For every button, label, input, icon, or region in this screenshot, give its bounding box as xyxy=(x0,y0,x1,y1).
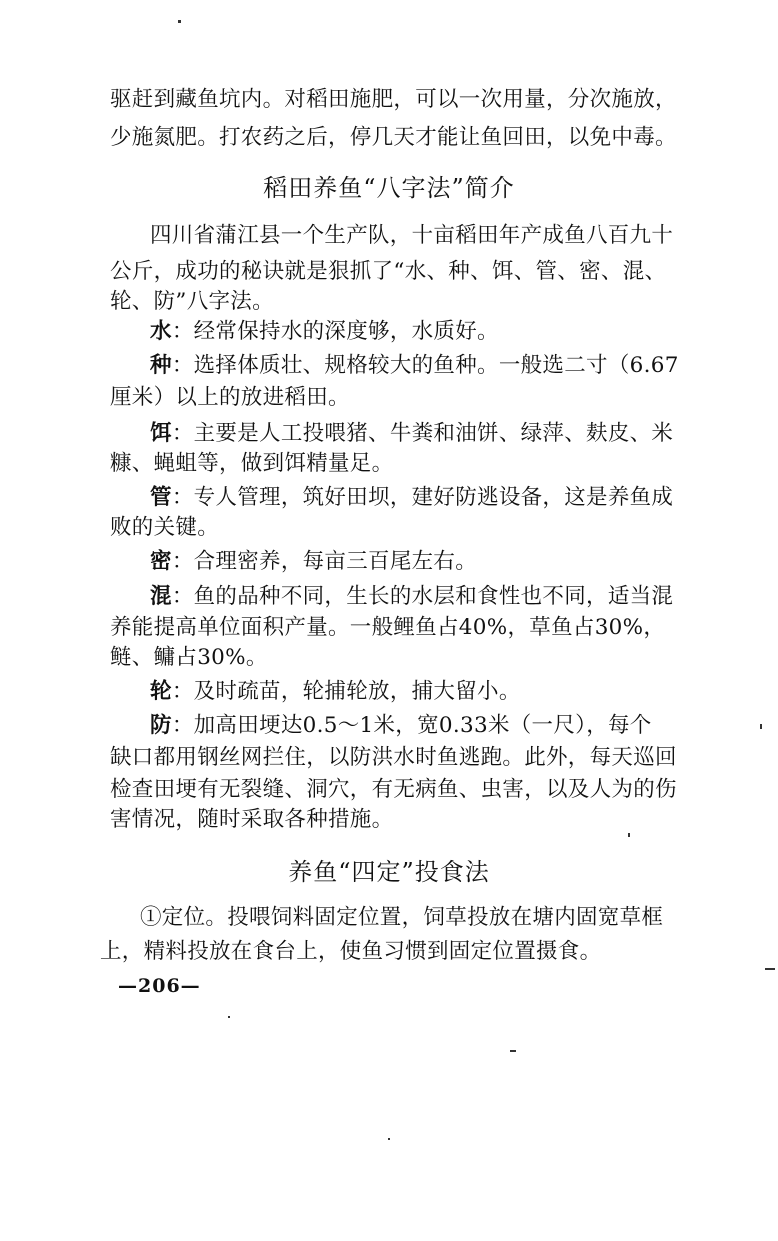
item-density: 密：合理密养，每亩三百尾左右。 xyxy=(150,549,478,574)
page-number: —206— xyxy=(118,975,201,997)
item-key: 种 xyxy=(150,353,172,378)
body-text-line: 害情况，随时采取各种措施。 xyxy=(110,807,394,832)
section-heading-four-fixed-feeding: 养鱼“四定”投食法 xyxy=(288,858,490,886)
body-text-line: 上，精料投放在食台上，使鱼习惯到固定位置摄食。 xyxy=(100,939,602,964)
scan-speck xyxy=(765,968,775,970)
body-text-line: 糠、蝇蛆等，做到饵精量足。 xyxy=(110,451,394,476)
scan-speck xyxy=(628,833,630,837)
item-key: 饵 xyxy=(150,421,172,446)
body-text-line: 轮、防”八字法。 xyxy=(110,289,274,314)
item-key: 管 xyxy=(150,485,172,510)
scan-speck xyxy=(388,1138,390,1140)
item-key: 密 xyxy=(150,549,172,574)
section-heading-eight-character-method: 稻田养鱼“八字法”简介 xyxy=(263,174,515,202)
item-key: 混 xyxy=(150,584,172,609)
item-rotation: 轮：及时疏苗，轮捕轮放，捕大留小。 xyxy=(150,679,521,704)
item-seed: 种：选择体质壮、规格较大的鱼种。一般选二寸（6.67 xyxy=(150,353,679,378)
scan-speck xyxy=(510,1050,516,1052)
item-key: 水 xyxy=(150,319,172,344)
body-text-line: 检查田埂有无裂缝、洞穴，有无病鱼、虫害，以及人为的伤 xyxy=(110,777,677,802)
scan-speck xyxy=(228,1016,230,1018)
item-mixing: 混：鱼的品种不同，生长的水层和食性也不同，适当混 xyxy=(150,584,674,609)
body-text-line: 养能提高单位面积产量。一般鲤鱼占40%，草鱼占30%， xyxy=(110,615,666,640)
item-management: 管：专人管理，筑好田坝，建好防逃设备，这是养鱼成 xyxy=(150,485,674,510)
body-text-line: 厘米）以上的放进稻田。 xyxy=(110,385,350,410)
body-text-line: ①定位。投喂饲料固定位置，饲草投放在塘内固宽草框 xyxy=(140,905,664,930)
body-text-line: 少施氮肥。打农药之后，停几天才能让鱼回田，以免中毒。 xyxy=(110,125,677,150)
item-key: 防 xyxy=(150,713,172,738)
body-text-line: 四川省蒲江县一个生产队，十亩稻田年产成鱼八百九十 xyxy=(150,223,674,248)
body-text-line: 缺口都用钢丝网拦住，以防洪水时鱼逃跑。此外，每天巡回 xyxy=(110,745,677,770)
item-key: 轮 xyxy=(150,679,172,704)
scan-speck xyxy=(760,724,762,729)
body-text-line: 驱赶到藏鱼坑内。对稻田施肥，可以一次用量，分次施放， xyxy=(110,87,677,112)
body-text-line: 公斤，成功的秘诀就是狠抓了“水、种、饵、管、密、混、 xyxy=(110,259,667,284)
item-prevention: 防：加高田埂达0.5～1米，宽0.33米（一尺），每个 xyxy=(150,713,652,738)
item-feed: 饵：主要是人工投喂猪、牛粪和油饼、绿萍、麸皮、米 xyxy=(150,421,674,446)
body-text-line: 鲢、鳙占30%。 xyxy=(110,645,268,670)
item-water: 水：经常保持水的深度够，水质好。 xyxy=(150,319,499,344)
body-text-line: 败的关键。 xyxy=(110,515,220,540)
scan-speck xyxy=(178,20,181,23)
